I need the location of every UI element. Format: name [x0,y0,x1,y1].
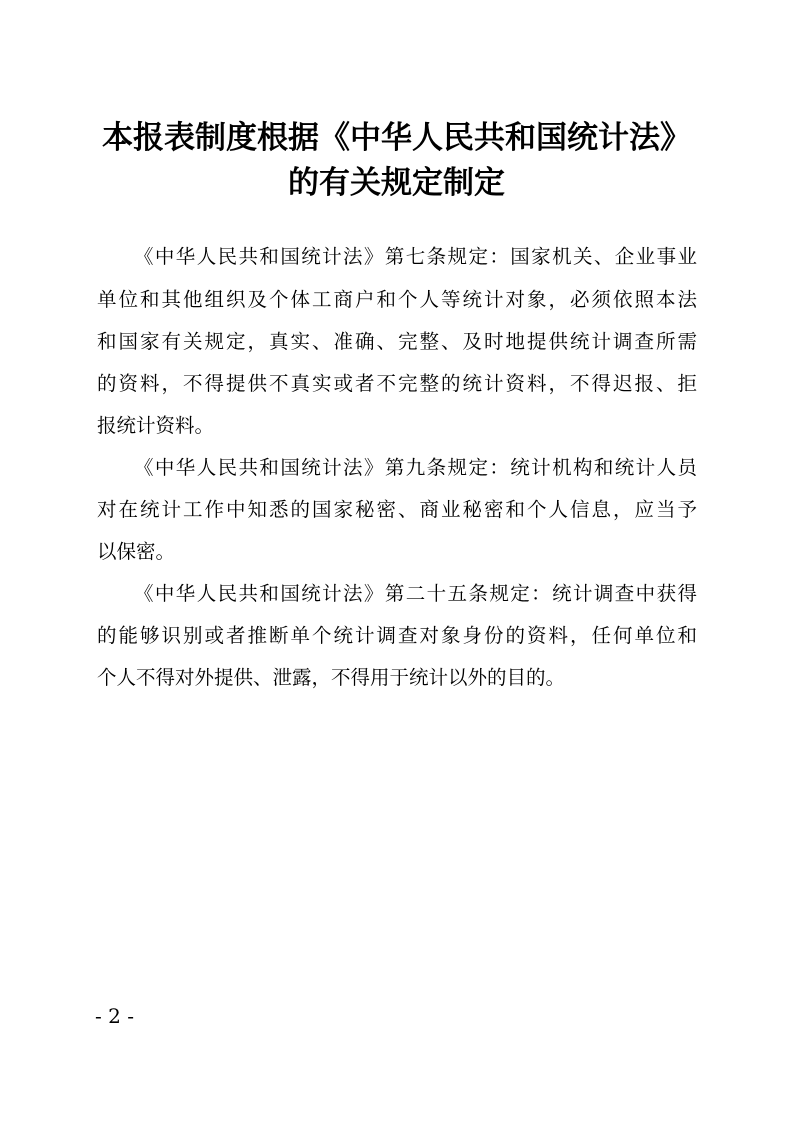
paragraph-3-line-3: 个人不得对外提供、泄露，不得用于统计以外的目的。 [97,666,566,689]
paragraph-1-line-2: 单位和其他组织及个体工商户和个人等统计对象，必须依照本法 [97,288,697,311]
paragraph-2-line-3: 以保密。 [97,540,176,563]
paragraph-3-line-2: 的能够识别或者推断单个统计调查对象身份的资料，任何单位和 [97,624,697,647]
paragraph-1-line-3: 和国家有关规定，真实、准确、完整、及时地提供统计调查所需 [97,330,697,353]
paragraph-1-line-5: 报统计资料。 [97,414,215,437]
document-title-line-2: 的有关规定制定 [288,165,505,201]
paragraph-2-line-1: 《中华人民共和国统计法》第九条规定：统计机构和统计人员 [134,456,697,479]
document-title-line-1: 本报表制度根据《中华人民共和国统计法》 [102,120,691,156]
paragraph-1-line-4: 的资料，不得提供不真实或者不完整的统计资料，不得迟报、拒 [97,372,697,395]
paragraph-2-line-2: 对在统计工作中知悉的国家秘密、商业秘密和个人信息，应当予 [97,498,697,521]
paragraph-3-line-1: 《中华人民共和国统计法》第二十五条规定：统计调查中获得 [134,582,697,605]
paragraph-1-line-1: 《中华人民共和国统计法》第七条规定：国家机关、企业事业 [134,245,697,268]
page-number: - 2 - [95,1004,134,1028]
